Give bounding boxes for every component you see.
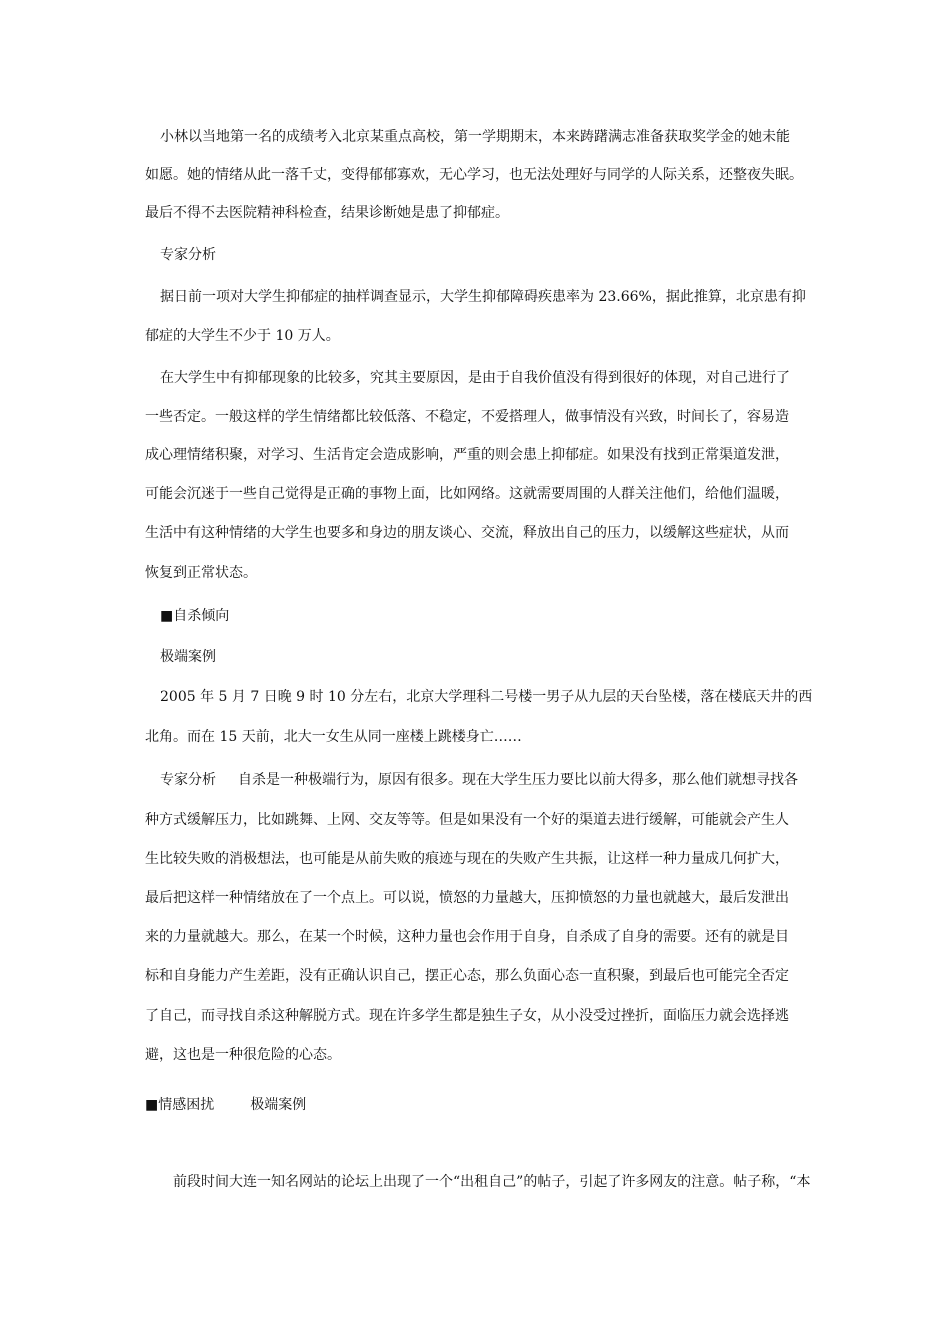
paragraph-line: 来的力量就越大。那么，在某一个时候，这种力量也会作用于自身，自杀成了自身的需要。还有的就是目 [145, 929, 789, 945]
paragraph-line: 标和自身能力产生差距，没有正确认识自己，摆正心态，那么负面心态一直积聚，到最后也可能完全否定 [145, 968, 789, 984]
paragraph-line: 可能会沉迷于一些自己觉得是正确的事物上面，比如网络。这就需要周围的人群关注他们，给他们温暖， [145, 486, 789, 502]
subsection-heading: 极端案例 [160, 649, 216, 665]
inline-heading: 专家分析 [160, 772, 216, 788]
paragraph-line-with-heading [160, 770, 830, 790]
paragraph-line: 种方式缓解压力，比如跳舞、上网、交友等等。但是如果没有一个好的渠道去进行缓解，可能就会产生人 [145, 812, 789, 828]
paragraph-line: 恢复到正常状态。 [145, 565, 257, 581]
paragraph-line: 小林以当地第一名的成绩考入北京某重点高校，第一学期期末，本来踌躇满志准备获取奖学金的她未能 [160, 129, 790, 145]
section-heading-emotion: ■情感困扰 [145, 1097, 215, 1113]
paragraph-line: 了自己，而寻找自杀这种解脱方式。现在许多学生都是独生子女，从小没受过挫折，面临压力就会选择逃 [145, 1008, 789, 1024]
paragraph-line: 前段时间大连一知名网站的论坛上出现了一个“出租自己”的帖子，引起了许多网友的注意。帖子称，“本 [173, 1174, 811, 1190]
inline-text: 自杀是一种极端行为，原因有很多。现在大学生压力要比以前大得多，那么他们就想寻找各 [238, 772, 798, 788]
paragraph-line: 成心理情绪积聚，对学习、生活肯定会造成影响，严重的则会患上抑郁症。如果没有找到正常渠道发泄， [145, 447, 789, 463]
paragraph-line: 据日前一项对大学生抑郁症的抽样调查显示，大学生抑郁障碍疾患率为 23.66%，据此推算，北京患有抑 [160, 289, 806, 305]
paragraph-line: 在大学生中有抑郁现象的比较多，究其主要原因，是由于自我价值没有得到很好的体现，对自己进行了 [160, 370, 790, 386]
paragraph-line: 避，这也是一种很危险的心态。 [145, 1047, 341, 1063]
paragraph-line: 一些否定。一般这样的学生情绪都比较低落、不稳定，不爱搭理人，做事情没有兴致，时间长了，容易造 [145, 409, 789, 425]
section-heading: 专家分析 [160, 247, 216, 263]
paragraph-line: 最后把这样一种情绪放在了一个点上。可以说，愤怒的力量越大，压抑愤怒的力量也就越大，最后发泄出 [145, 890, 789, 906]
paragraph-line: 北角。而在 15 天前，北大一女生从同一座楼上跳楼身亡…… [145, 729, 522, 745]
paragraph-line: 最后不得不去医院精神科检查，结果诊断她是患了抑郁症。 [145, 205, 509, 221]
paragraph-line: 2005 年 5 月 7 日晚 9 时 10 分左右，北京大学理科二号楼一男子从九层的天台坠楼，落在楼底天井的西 [160, 689, 813, 705]
section-heading-emotion-line [145, 1095, 815, 1115]
paragraph-line: 如愿。她的情绪从此一落千丈，变得郁郁寡欢，无心学习，也无法处理好与同学的人际关系，还整夜失眠。 [145, 167, 803, 183]
paragraph-line: 郁症的大学生不少于 10 万人。 [145, 328, 340, 344]
paragraph-line: 生活中有这种情绪的大学生也要多和身边的朋友谈心、交流，释放出自己的压力，以缓解这些症状，从而 [145, 525, 789, 541]
paragraph-line: 生比较失败的消极想法，也可能是从前失败的痕迹与现在的失败产生共振，让这样一种力量成几何扩大， [145, 851, 789, 867]
subsection-heading: 极端案例 [250, 1097, 307, 1113]
section-heading-suicide: ■自杀倾向 [160, 608, 230, 624]
